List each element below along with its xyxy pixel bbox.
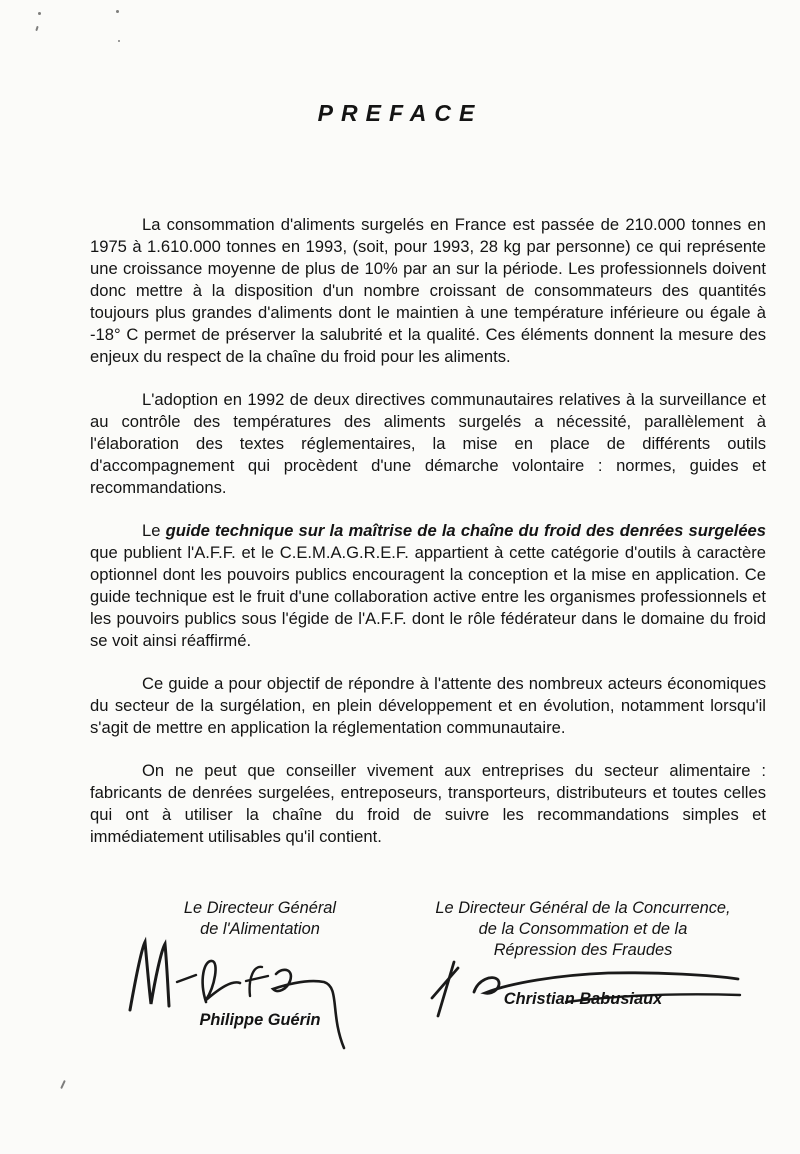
signer-name: Philippe Guérin bbox=[199, 1011, 321, 1029]
signer-role-line: Le Directeur Général de la Concurrence, bbox=[435, 899, 731, 917]
paragraph-3-rest: que publient l'A.F.F. et le C.E.M.A.G.R.E.F. appartient à cette catégorie d'outils à caractère optionnel dont les pouvoirs publics encouragent la conception et la mise en application. Ce guide technique est le fruit d'une collaboration active entre les organismes professionnels et les pouvoirs publics sous l'égide de l'A.F.F. dont le rôle fédérateur dans le domaine du froid se voit ainsi réaffirmé. bbox=[90, 543, 766, 650]
paragraph-4: Ce guide a pour objectif de répondre à l'attente des nombreux acteurs économiques du secteur de la surgélation, en plein développement et en évolution, notamment lorsqu'il s'agit de mettre en application la réglementation communautaire. bbox=[90, 674, 766, 737]
paragraph-1: La consommation d'aliments surgelés en France est passée de 210.000 tonnes en 1975 à 1.610.000 tonnes en 1993, (soit, pour 1993, 28 kg par personne) ce qui représente une croissance moyenne de plus de 10% par an sur la période. Les professionnels doivent donc mettre à la disposition d'un nombre croissant de consommateurs des quantités toujours plus grandes d'aliments dont le maintien à une température inférieure ou égale à -18° C permet de préserver la salubrité et la qualité. Ces éléments donnent la mesure des enjeux du respect de la chaîne du froid pour les aliments. bbox=[90, 215, 766, 366]
signer-role-line: Le Directeur Général bbox=[183, 899, 337, 917]
paragraph-3 bbox=[90, 520, 766, 652]
signer-role-line: de l'Alimentation bbox=[200, 920, 320, 938]
paragraph-2: L'adoption en 1992 de deux directives communautaires relatives à la surveillance et au contrôle des températures des aliments surgelés a nécessité, parallèlement à l'élaboration des textes réglementaires, la mise en place de différents outils d'accompagnement qui procèdent d'une démarche volontaire : normes, guides et recommandations. bbox=[90, 390, 766, 497]
scan-speck bbox=[35, 26, 38, 31]
page-title: PREFACE bbox=[317, 100, 483, 126]
paragraph-5: On ne peut que conseiller vivement aux entreprises du secteur alimentaire : fabricants de denrées surgelées, entreposeurs, transporteurs, distributeurs et toutes celles qui ont à utiliser la chaîne du froid de suivre les recommandations simples et immédiatement utilisables qu'il contient. bbox=[90, 761, 766, 846]
scan-speck bbox=[38, 12, 41, 15]
scan-speck bbox=[60, 1080, 66, 1089]
preface-body bbox=[90, 214, 766, 869]
signature-block-right bbox=[408, 898, 758, 1010]
scan-speck bbox=[116, 10, 119, 13]
signer-role-line: de la Consommation et de la bbox=[478, 920, 688, 938]
scan-speck bbox=[118, 40, 120, 42]
paragraph-3-lead: Le bbox=[142, 521, 166, 540]
handwritten-signature-icon bbox=[122, 936, 372, 1056]
signature-block-left bbox=[140, 898, 380, 1031]
signer-name: Christian Babusiaux bbox=[503, 990, 663, 1008]
paragraph-3-emphasis: guide technique sur la maîtrise de la chaîne du froid des denrées surgelées bbox=[165, 521, 767, 540]
signer-role-line: Répression des Fraudes bbox=[493, 941, 673, 959]
